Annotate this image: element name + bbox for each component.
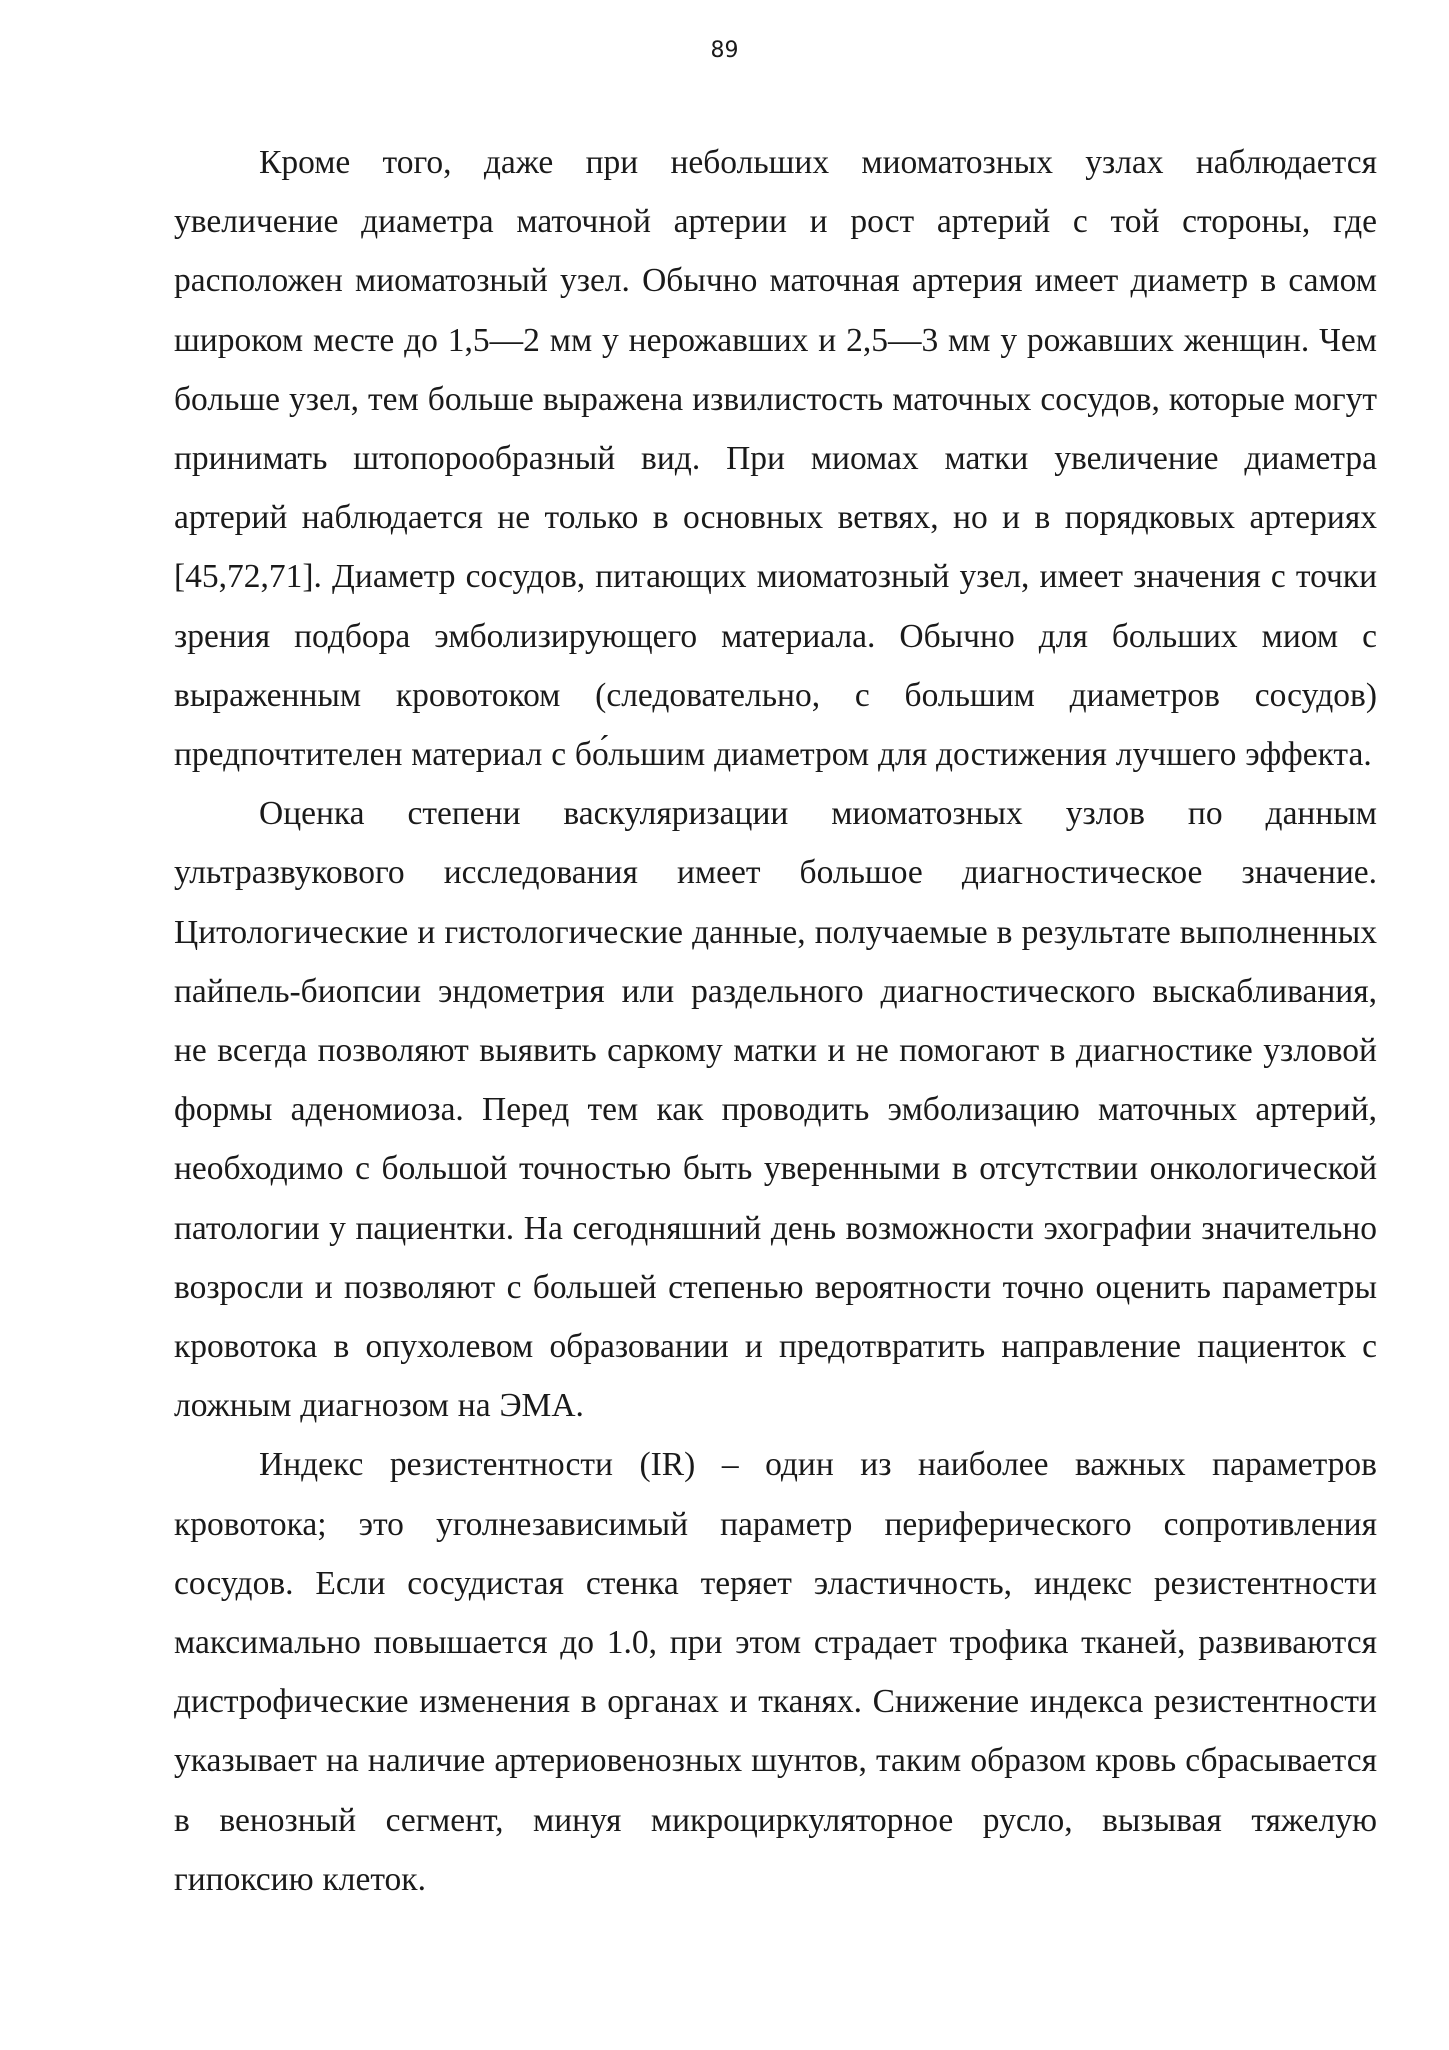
page-number: 89 bbox=[710, 38, 739, 63]
paragraph-3: Индекс резистентности (IR) – один из наиболее важных параметров кровотока; это уголнезависимый параметр периферического сопротивления сосудов. Если сосудистая стенка теряет эластичность, индекс резистентности максимально повышается до 1.0, при этом страдает трофика тканей, развиваются дистрофические изменения в органах и тканях. Снижение индекса резистентности указывает на наличие артериовенозных шунтов, таким образом кровь сбрасывается в венозный сегмент, минуя микроциркуляторное русло, вызывая тяжелую гипоксию клеток. bbox=[174, 1446, 1377, 1898]
body-text bbox=[174, 133, 1377, 1909]
paragraph-1: Кроме того, даже при небольших миоматозных узлах наблюдается увеличение диаметра маточной артерии и рост артерий с той стороны, где расположен миоматозный узел. Обычно маточная артерия имеет диаметр в самом широком месте до 1,5—2 мм у нерожавших и 2,5—3 мм у рожавших женщин. Чем больше узел, тем больше выражена извилистость маточных сосудов, которые могут принимать штопорообразный вид. При миомах матки увеличение диаметра артерий наблюдается не только в основных ветвях, но и в порядковых артериях [45,72,71]. Диаметр сосудов, питающих миоматозный узел, имеет значения с точки зрения подбора эмболизирующего материала. Обычно для больших миом с выраженным кровотоком (следовательно, с большим диаметров сосудов) предпочтителен материал с бо́льшим диаметром для достижения лучшего эффекта. bbox=[174, 144, 1377, 774]
paragraph-2: Оценка степени васкуляризации миоматозных узлов по данным ультразвукового исследования имеет большое диагностическое значение. Цитологические и гистологические данные, получаемые в результате выполненных пайпель-биопсии эндометрия или раздельного диагностического выскабливания, не всегда позволяют выявить саркому матки и не помогают в диагностике узловой формы аденомиоза. Перед тем как проводить эмболизацию маточных артерий, необходимо с большой точностью быть уверенными в отсутствии онкологической патологии у пациентки. На сегодняшний день возможности эхографии значительно возросли и позволяют с большей степенью вероятности точно оценить параметры кровотока в опухолевом образовании и предотвратить направление пациенток с ложным диагнозом на ЭМА. bbox=[174, 795, 1377, 1425]
